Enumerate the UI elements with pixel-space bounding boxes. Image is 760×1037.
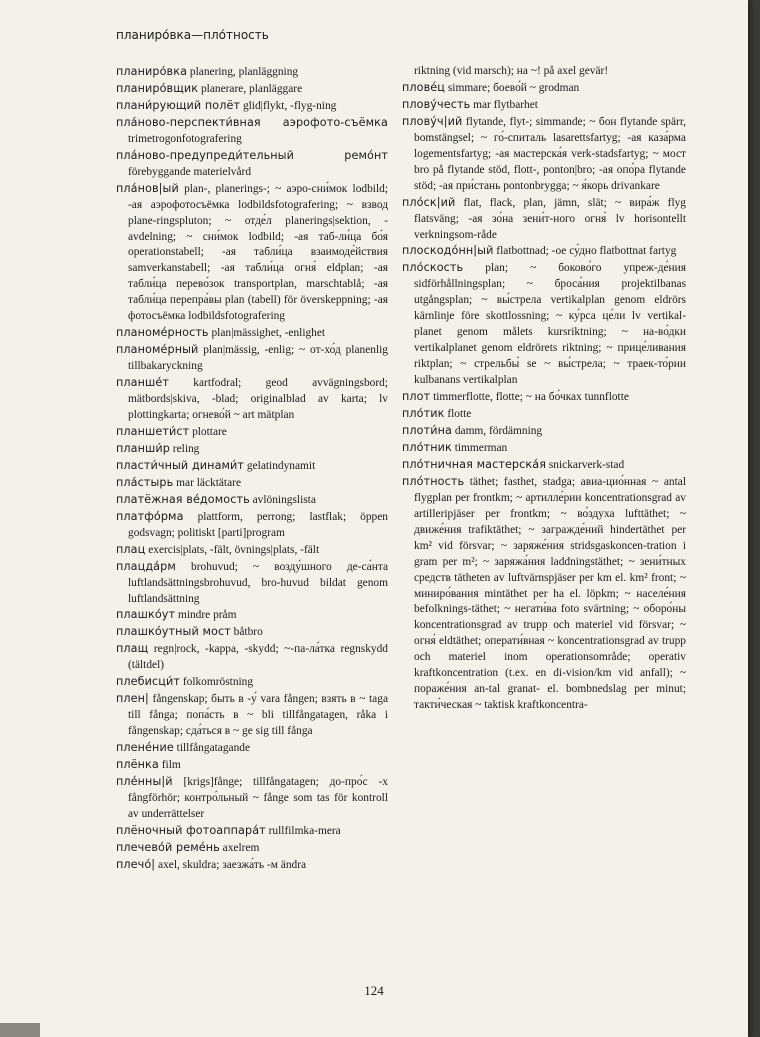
dictionary-entry <box>116 342 388 375</box>
entry-definition: mindre pråm <box>175 609 237 622</box>
dictionary-entry <box>116 641 388 674</box>
dictionary-entry <box>402 423 686 440</box>
entry-headword: пла́стырь <box>116 475 174 489</box>
entry-definition: rullfilmka-mera <box>265 824 341 837</box>
entry-definition: film <box>158 759 181 772</box>
dictionary-entry <box>402 389 686 406</box>
entry-definition: båtbro <box>230 626 263 639</box>
entry-headword: плоти́на <box>402 423 452 437</box>
entry-definition: plottare <box>189 425 227 438</box>
entry-definition: trimetrogonfotografering <box>128 132 242 145</box>
entry-definition: plan-, planerings-; ~ аэро-сни́мок lodbild; -ая аэрофотосъёмка lodbildsfotografering; ~ взвод plane-ringspluton; ~ отде́л planerings|sektion, -avdelning; ~ сни́мок lodbild; -ая таб-ли́ца бо́я operationstabell; -ая табли́ца взаимоде́йствия samverkanstabell; -ая табли́ца огня́ eldplan; -ая табли́ца перево́зок transportplan, marschtablå; -ая табли́ца перепра́вы plan (tabell) för överskeppning; -ая фотосъёмка lodbildsfotografering <box>128 182 388 323</box>
entry-headword: плащ <box>116 642 149 656</box>
entry-definition: exercis|plats, -fält, övnings|plats, -fält <box>145 543 320 556</box>
page-corner-shadow <box>0 1023 40 1037</box>
entry-definition: plattform, perrong; lastflak; öppen godsvagn; politiskt [parti]program <box>128 510 388 539</box>
dictionary-entry <box>116 691 388 740</box>
entry-definition: folkomröstning <box>179 676 254 689</box>
dictionary-entry <box>116 148 388 181</box>
page-number: 124 <box>364 983 384 998</box>
running-head: планиро́вка—пло́тность <box>116 28 269 42</box>
dictionary-entry <box>116 424 388 441</box>
dictionary-entry <box>116 774 388 823</box>
entry-headword: пло́тник <box>402 440 452 454</box>
entry-headword: пло́тничная мастерска́я <box>402 457 547 471</box>
entry-headword: плову́ч|ий <box>402 114 463 128</box>
dictionary-entry <box>116 674 388 691</box>
dictionary-entry <box>116 81 388 98</box>
dictionary-entry <box>116 475 388 492</box>
entry-definition: axelrem <box>219 841 260 854</box>
dictionary-entry <box>402 406 686 423</box>
entry-definition: fångenskap; быть в -у́ vara fången; взять в ~ taga till fånga; попа́сть в ~ bli tillfångatagen, råka i fångenskap; сда́ться в ~ ge sig till fånga <box>128 693 388 738</box>
entry-definition: riktning (vid marsch); на ~! på axel gevär! <box>414 65 609 77</box>
entry-headword: плани́рующий полёт <box>116 98 241 112</box>
entry-definition: timmerflotte, flotte; ~ на бо́чках tunnflotte <box>430 391 629 404</box>
entry-headword: пла́ново-перспекти́вная аэрофото-съёмка <box>116 115 388 129</box>
entry-headword: плот <box>402 390 431 404</box>
entry-definition: avlöningslista <box>249 493 316 506</box>
left-column <box>116 64 388 874</box>
entry-definition: gelatindynamit <box>244 459 316 472</box>
entry-definition: [krigs]fånge; tillfångatagen; до-про́с -х fångförhör; контро́льный ~ fånge som tas för kontroll av underrättelser <box>128 775 388 820</box>
entry-definition: plan|mässig, -enlig; ~ от-хо́д planenlig tillbakaryckning <box>128 344 388 373</box>
entry-headword: планиро́вка <box>116 65 188 78</box>
entry-headword: пла́ново-предупреди́тельный ремо́нт <box>116 148 388 162</box>
entry-headword: плёночный фотоаппара́т <box>116 823 266 837</box>
dictionary-entry <box>116 559 388 608</box>
entry-headword: плечево́й реме́нь <box>116 840 220 854</box>
entry-headword: пло́скость <box>402 261 464 275</box>
entry-headword: пла́нов|ый <box>116 181 179 195</box>
dictionary-entry <box>116 441 388 458</box>
entry-headword: пласти́чный динами́т <box>116 458 245 472</box>
entry-definition: reling <box>169 442 200 455</box>
dictionary-entry <box>116 607 388 624</box>
entry-definition: plan; ~ боково́го упреж-де́ния sidförhållningsplan; ~ броса́ния projektilbanas utgångsplan; ~ вы́стрела vertikalplan genom eldrörs kärnlinje före skottlossning; ~ ку́рса це́ли lv vertikal-planet genom målets kursriktning; ~ на-во́дки vertikalplanet genom eldrörets riktning; ~ прице́ливания riktplan; ~ стрельбы́ se ~ вы́стрела; ~ траек-то́рии kulbanans vertikalplan <box>414 262 686 387</box>
dictionary-entry <box>402 114 686 195</box>
entry-definition: plan|mässighet, -enlighet <box>208 327 326 340</box>
entry-definition: flytande, flyt-; simmande; ~ бон flytande spärr, bomstängsel; ~ го́-спиталь lasarettsfartyg; -ая каза́рма logementsfartyg; -ая мастерска́я verk-stadsfartyg; ~ мост bro på flytande stöd, flott-, ponton|bro; -ая опо́ра flytande stöd; -ая при́стань pontonbrygga; ~ я́корь drivankare <box>414 115 686 192</box>
dictionary-entry <box>116 840 388 857</box>
dictionary-entry <box>116 857 388 874</box>
entry-headword: пло́ск|ий <box>402 195 456 209</box>
dictionary-entry <box>116 64 388 81</box>
entry-definition: damm, fördämning <box>451 424 543 437</box>
entry-headword: планиро́вщик <box>116 81 199 95</box>
entry-headword: плашко́утный мост <box>116 625 231 639</box>
entry-headword: плац <box>116 542 146 556</box>
entry-headword: плечо́| <box>116 857 156 871</box>
entry-definition: mar läcktätare <box>173 476 241 489</box>
entry-headword: платфо́рма <box>116 509 184 523</box>
entry-headword: пло́тность <box>402 474 465 488</box>
entry-headword: платёжная ве́домость <box>116 492 250 506</box>
entry-headword: плёнка <box>116 758 159 772</box>
entry-headword: планши́р <box>116 441 170 455</box>
entry-headword: плебисци́т <box>116 675 180 689</box>
entry-headword: пло́тик <box>402 407 445 421</box>
entry-definition: täthet; fasthet, stadga; авиа-цио́нная ~ antal flygplan per frontkm; ~ артилле́рии koncentrationsgrad av artilleripjäser per frontkm; ~ во́здуха lufttäthet; ~ движе́ния trafiktäthet; ~ загражде́ний hindertäthet per km² vid försvar; ~ заряже́ния stridsgaskoncen-tration i gram per m²; ~ заряжа́ния laddningstäthet; ~ зени́тных средств tätheten av luftvärnspjäser per km el. km² front; ~ миниро́вания mintäthet per ha el. löpkm; ~ населе́ния befolknings-täthet; ~ негати́ва foto svärtning; ~ оборо́ны koncentrationsgrad av trupp och materiel vid försvar; ~ огня́ eldtäthet; операти́вная ~ koncentrationsgrad av trupp och materiel inom operationsområde; operativ kraftkoncentration (t.ex. en di-vision/km vid anfall); ~ пораже́ния an-tal granat- el. bombnedslag per minut; такти́ческая ~ taktisk kraftkoncentra- <box>414 475 686 712</box>
dictionary-entry <box>402 80 686 97</box>
dictionary-entry <box>116 757 388 774</box>
dictionary-entry <box>402 195 686 244</box>
dictionary-entry <box>402 97 686 114</box>
entry-definition: glid|flykt, -flyg-ning <box>240 99 337 112</box>
entry-headword: плову́честь <box>402 97 471 111</box>
entry-definition: flotte <box>444 408 472 421</box>
entry-headword: пле́нны|й <box>116 774 173 788</box>
dictionary-entry <box>116 115 388 148</box>
entry-headword: планоме́рный <box>116 343 199 357</box>
entry-definition: tillfångatagande <box>173 742 251 755</box>
entry-definition: mar flytbarhet <box>470 98 538 111</box>
dictionary-entry <box>116 509 388 542</box>
dictionary-entry <box>402 474 686 714</box>
entry-headword: планше́т <box>116 376 169 390</box>
dictionary-entry <box>402 440 686 457</box>
entry-definition: simmare; боево́й ~ grodman <box>445 81 580 94</box>
entry-definition: förebyggande materielvård <box>128 165 252 178</box>
entry-headword: планшети́ст <box>116 424 190 438</box>
entry-definition: kartfodral; geod avvägningsbord; mätbords|skiva, -blad; originalblad av karta; lv plottingkarta; огнево́й ~ art mätplan <box>128 377 388 422</box>
entry-headword: планоме́рность <box>116 326 209 340</box>
dictionary-entry <box>116 181 388 326</box>
entry-headword: плоскодо́нн|ый <box>402 244 494 258</box>
dictionary-entry <box>116 458 388 475</box>
dictionary-entry <box>116 325 388 342</box>
entry-definition: regn|rock, -kappa, -skydd; ~-па-ла́тка regnskydd (tältdel) <box>128 643 388 672</box>
dictionary-entry <box>116 375 388 424</box>
dictionary-entry <box>116 542 388 559</box>
entry-headword: плен| <box>116 692 149 706</box>
entry-headword: плашко́ут <box>116 608 176 622</box>
entry-definition: flatbottnad; -ое су́дно flatbottnat fartyg <box>493 245 677 258</box>
entry-definition: brohuvud; ~ возду́шного де-са́нта luftlandsättningsbrohuvud, bro-huvud bildat genom luftlandsättning <box>128 560 388 605</box>
entry-definition: timmerman <box>451 441 508 454</box>
entry-headword: плацда́рм <box>116 559 176 573</box>
dictionary-entry <box>402 243 686 260</box>
entry-definition: planering, planläggning <box>187 66 299 78</box>
entry-headword: плене́ние <box>116 741 174 755</box>
dictionary-entry <box>116 98 388 115</box>
right-column <box>402 64 686 714</box>
dictionary-entry <box>116 624 388 641</box>
entry-headword: пловéц <box>402 80 446 94</box>
entry-definition: axel, skuldra; заезжа́ть -м ändra <box>155 858 307 871</box>
entry-definition: flat, flack, plan, jämn, slät; ~ вира́ж flyg flatsväng; -ая зо́на зени́т-ного огня́ lv horisontellt verkningsom-råde <box>414 196 686 241</box>
dictionary-entry <box>116 492 388 509</box>
entry-definition: planerare, planläggare <box>198 82 303 95</box>
dictionary-entry <box>402 64 686 80</box>
dictionary-entry <box>116 740 388 757</box>
entry-definition: snickarverk-stad <box>546 458 625 471</box>
dictionary-entry <box>402 457 686 474</box>
dictionary-entry <box>402 260 686 389</box>
dictionary-entry <box>116 823 388 840</box>
